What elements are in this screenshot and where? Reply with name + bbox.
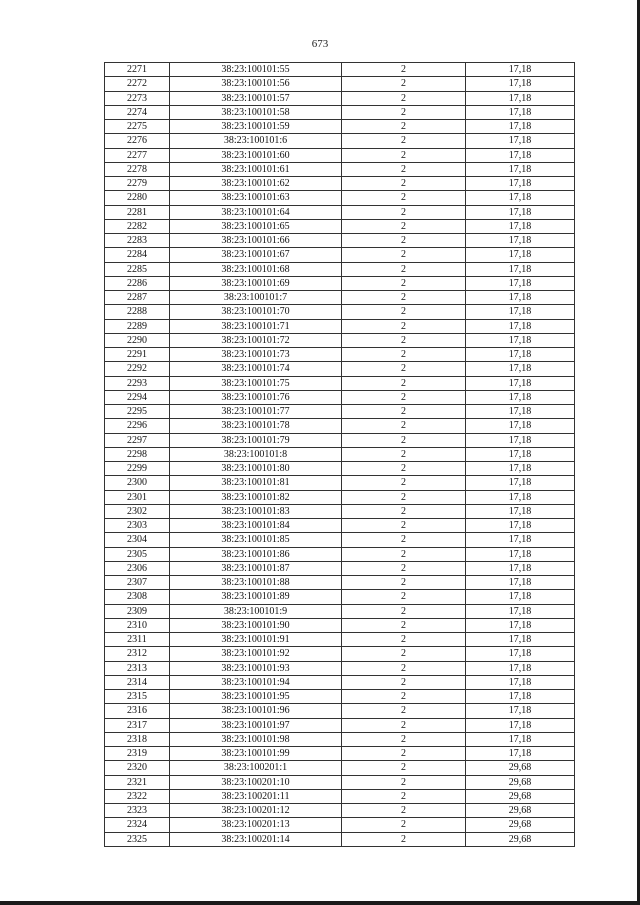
category-cell: 2 <box>342 276 466 290</box>
table-row <box>105 490 575 504</box>
table-row <box>105 248 575 262</box>
category-cell: 2 <box>342 390 466 404</box>
row-number-cell: 2291 <box>105 348 170 362</box>
cadastral-number-cell: 38:23:100101:60 <box>170 148 342 162</box>
row-number-cell: 2317 <box>105 718 170 732</box>
row-number-cell: 2295 <box>105 405 170 419</box>
row-number-cell: 2272 <box>105 77 170 91</box>
table-row <box>105 761 575 775</box>
value-cell: 17,18 <box>466 633 575 647</box>
registry-table <box>104 62 575 847</box>
value-cell: 17,18 <box>466 148 575 162</box>
row-number-cell: 2273 <box>105 91 170 105</box>
row-number-cell: 2286 <box>105 276 170 290</box>
category-cell: 2 <box>342 761 466 775</box>
table-row <box>105 262 575 276</box>
row-number-cell: 2300 <box>105 476 170 490</box>
row-number-cell: 2315 <box>105 690 170 704</box>
cadastral-number-cell: 38:23:100101:76 <box>170 390 342 404</box>
row-number-cell: 2322 <box>105 789 170 803</box>
category-cell: 2 <box>342 319 466 333</box>
cadastral-number-cell: 38:23:100201:12 <box>170 804 342 818</box>
row-number-cell: 2321 <box>105 775 170 789</box>
table-row <box>105 590 575 604</box>
cadastral-number-cell: 38:23:100101:97 <box>170 718 342 732</box>
table-row <box>105 219 575 233</box>
value-cell: 17,18 <box>466 376 575 390</box>
table-row <box>105 690 575 704</box>
row-number-cell: 2292 <box>105 362 170 376</box>
row-number-cell: 2319 <box>105 747 170 761</box>
cadastral-number-cell: 38:23:100201:13 <box>170 818 342 832</box>
row-number-cell: 2303 <box>105 519 170 533</box>
cadastral-number-cell: 38:23:100101:92 <box>170 647 342 661</box>
cadastral-number-cell: 38:23:100101:65 <box>170 219 342 233</box>
value-cell: 17,18 <box>466 561 575 575</box>
value-cell: 17,18 <box>466 234 575 248</box>
cadastral-number-cell: 38:23:100101:77 <box>170 405 342 419</box>
cadastral-number-cell: 38:23:100101:57 <box>170 91 342 105</box>
category-cell: 2 <box>342 789 466 803</box>
table-row <box>105 177 575 191</box>
row-number-cell: 2271 <box>105 63 170 77</box>
table-row <box>105 675 575 689</box>
cadastral-number-cell: 38:23:100101:56 <box>170 77 342 91</box>
category-cell: 2 <box>342 291 466 305</box>
category-cell: 2 <box>342 462 466 476</box>
cadastral-number-cell: 38:23:100101:79 <box>170 433 342 447</box>
value-cell: 17,18 <box>466 547 575 561</box>
row-number-cell: 2296 <box>105 419 170 433</box>
category-cell: 2 <box>342 447 466 461</box>
cadastral-number-cell: 38:23:100101:75 <box>170 376 342 390</box>
cadastral-number-cell: 38:23:100101:83 <box>170 504 342 518</box>
table-row <box>105 447 575 461</box>
category-cell: 2 <box>342 405 466 419</box>
category-cell: 2 <box>342 362 466 376</box>
value-cell: 17,18 <box>466 533 575 547</box>
cadastral-number-cell: 38:23:100101:55 <box>170 63 342 77</box>
category-cell: 2 <box>342 162 466 176</box>
value-cell: 17,18 <box>466 177 575 191</box>
value-cell: 17,18 <box>466 504 575 518</box>
cadastral-number-cell: 38:23:100101:63 <box>170 191 342 205</box>
cadastral-number-cell: 38:23:100101:68 <box>170 262 342 276</box>
category-cell: 2 <box>342 191 466 205</box>
table-row <box>105 775 575 789</box>
value-cell: 17,18 <box>466 747 575 761</box>
table-row <box>105 77 575 91</box>
cadastral-number-cell: 38:23:100101:91 <box>170 633 342 647</box>
table-row <box>105 547 575 561</box>
cadastral-number-cell: 38:23:100101:99 <box>170 747 342 761</box>
table-row <box>105 832 575 846</box>
row-number-cell: 2293 <box>105 376 170 390</box>
cadastral-number-cell: 38:23:100101:6 <box>170 134 342 148</box>
category-cell: 2 <box>342 704 466 718</box>
category-cell: 2 <box>342 533 466 547</box>
row-number-cell: 2310 <box>105 618 170 632</box>
value-cell: 17,18 <box>466 105 575 119</box>
value-cell: 17,18 <box>466 134 575 148</box>
value-cell: 17,18 <box>466 162 575 176</box>
value-cell: 17,18 <box>466 490 575 504</box>
category-cell: 2 <box>342 618 466 632</box>
category-cell: 2 <box>342 490 466 504</box>
table-row <box>105 661 575 675</box>
row-number-cell: 2305 <box>105 547 170 561</box>
table-row <box>105 433 575 447</box>
cadastral-number-cell: 38:23:100101:8 <box>170 447 342 461</box>
category-cell: 2 <box>342 433 466 447</box>
row-number-cell: 2280 <box>105 191 170 205</box>
value-cell: 29,68 <box>466 775 575 789</box>
value-cell: 17,18 <box>466 405 575 419</box>
category-cell: 2 <box>342 77 466 91</box>
value-cell: 17,18 <box>466 262 575 276</box>
category-cell: 2 <box>342 63 466 77</box>
row-number-cell: 2274 <box>105 105 170 119</box>
row-number-cell: 2299 <box>105 462 170 476</box>
value-cell: 17,18 <box>466 348 575 362</box>
category-cell: 2 <box>342 732 466 746</box>
cadastral-number-cell: 38:23:100101:93 <box>170 661 342 675</box>
cadastral-number-cell: 38:23:100101:74 <box>170 362 342 376</box>
cadastral-number-cell: 38:23:100101:67 <box>170 248 342 262</box>
row-number-cell: 2281 <box>105 205 170 219</box>
cadastral-number-cell: 38:23:100101:96 <box>170 704 342 718</box>
cadastral-number-cell: 38:23:100101:62 <box>170 177 342 191</box>
scan-edge-bottom <box>0 901 640 905</box>
category-cell: 2 <box>342 604 466 618</box>
table-row <box>105 504 575 518</box>
value-cell: 29,68 <box>466 804 575 818</box>
table-row <box>105 818 575 832</box>
value-cell: 17,18 <box>466 248 575 262</box>
cadastral-number-cell: 38:23:100101:86 <box>170 547 342 561</box>
cadastral-number-cell: 38:23:100101:58 <box>170 105 342 119</box>
value-cell: 17,18 <box>466 291 575 305</box>
row-number-cell: 2283 <box>105 234 170 248</box>
row-number-cell: 2314 <box>105 675 170 689</box>
value-cell: 17,18 <box>466 476 575 490</box>
table-row <box>105 647 575 661</box>
table-row <box>105 732 575 746</box>
row-number-cell: 2313 <box>105 661 170 675</box>
row-number-cell: 2309 <box>105 604 170 618</box>
row-number-cell: 2304 <box>105 533 170 547</box>
table-row <box>105 390 575 404</box>
table-row <box>105 319 575 333</box>
row-number-cell: 2318 <box>105 732 170 746</box>
category-cell: 2 <box>342 419 466 433</box>
table-row <box>105 276 575 290</box>
cadastral-number-cell: 38:23:100101:98 <box>170 732 342 746</box>
row-number-cell: 2301 <box>105 490 170 504</box>
table-row <box>105 476 575 490</box>
table-row <box>105 804 575 818</box>
table-row <box>105 134 575 148</box>
category-cell: 2 <box>342 561 466 575</box>
category-cell: 2 <box>342 718 466 732</box>
value-cell: 17,18 <box>466 63 575 77</box>
category-cell: 2 <box>342 376 466 390</box>
value-cell: 17,18 <box>466 675 575 689</box>
row-number-cell: 2311 <box>105 633 170 647</box>
category-cell: 2 <box>342 690 466 704</box>
cadastral-number-cell: 38:23:100201:14 <box>170 832 342 846</box>
row-number-cell: 2325 <box>105 832 170 846</box>
table-row <box>105 376 575 390</box>
value-cell: 29,68 <box>466 761 575 775</box>
category-cell: 2 <box>342 633 466 647</box>
table-row <box>105 405 575 419</box>
category-cell: 2 <box>342 333 466 347</box>
category-cell: 2 <box>342 576 466 590</box>
row-number-cell: 2308 <box>105 590 170 604</box>
category-cell: 2 <box>342 647 466 661</box>
cadastral-number-cell: 38:23:100101:71 <box>170 319 342 333</box>
cadastral-number-cell: 38:23:100101:81 <box>170 476 342 490</box>
row-number-cell: 2288 <box>105 305 170 319</box>
value-cell: 17,18 <box>466 390 575 404</box>
value-cell: 17,18 <box>466 590 575 604</box>
table-row <box>105 205 575 219</box>
category-cell: 2 <box>342 775 466 789</box>
row-number-cell: 2284 <box>105 248 170 262</box>
table-row <box>105 747 575 761</box>
cadastral-number-cell: 38:23:100101:85 <box>170 533 342 547</box>
category-cell: 2 <box>342 177 466 191</box>
cadastral-number-cell: 38:23:100101:90 <box>170 618 342 632</box>
category-cell: 2 <box>342 519 466 533</box>
value-cell: 17,18 <box>466 219 575 233</box>
value-cell: 29,68 <box>466 789 575 803</box>
cadastral-number-cell: 38:23:100101:9 <box>170 604 342 618</box>
category-cell: 2 <box>342 262 466 276</box>
row-number-cell: 2312 <box>105 647 170 661</box>
row-number-cell: 2290 <box>105 333 170 347</box>
cadastral-number-cell: 38:23:100201:10 <box>170 775 342 789</box>
cadastral-number-cell: 38:23:100201:11 <box>170 789 342 803</box>
category-cell: 2 <box>342 547 466 561</box>
category-cell: 2 <box>342 120 466 134</box>
cadastral-number-cell: 38:23:100101:66 <box>170 234 342 248</box>
cadastral-number-cell: 38:23:100101:80 <box>170 462 342 476</box>
table-row <box>105 148 575 162</box>
value-cell: 17,18 <box>466 333 575 347</box>
value-cell: 29,68 <box>466 832 575 846</box>
value-cell: 17,18 <box>466 704 575 718</box>
cadastral-number-cell: 38:23:100101:82 <box>170 490 342 504</box>
category-cell: 2 <box>342 818 466 832</box>
value-cell: 17,18 <box>466 576 575 590</box>
cadastral-number-cell: 38:23:100101:7 <box>170 291 342 305</box>
cadastral-number-cell: 38:23:100101:78 <box>170 419 342 433</box>
value-cell: 17,18 <box>466 690 575 704</box>
value-cell: 17,18 <box>466 462 575 476</box>
table-row <box>105 462 575 476</box>
value-cell: 17,18 <box>466 718 575 732</box>
table-row <box>105 519 575 533</box>
cadastral-number-cell: 38:23:100101:88 <box>170 576 342 590</box>
value-cell: 17,18 <box>466 519 575 533</box>
category-cell: 2 <box>342 832 466 846</box>
category-cell: 2 <box>342 476 466 490</box>
table-row <box>105 191 575 205</box>
cadastral-number-cell: 38:23:100101:64 <box>170 205 342 219</box>
value-cell: 17,18 <box>466 618 575 632</box>
cadastral-number-cell: 38:23:100101:94 <box>170 675 342 689</box>
category-cell: 2 <box>342 134 466 148</box>
table-row <box>105 105 575 119</box>
category-cell: 2 <box>342 747 466 761</box>
cadastral-number-cell: 38:23:100101:61 <box>170 162 342 176</box>
row-number-cell: 2287 <box>105 291 170 305</box>
table-row <box>105 618 575 632</box>
table-row <box>105 91 575 105</box>
value-cell: 17,18 <box>466 77 575 91</box>
category-cell: 2 <box>342 804 466 818</box>
table-row <box>105 789 575 803</box>
category-cell: 2 <box>342 675 466 689</box>
row-number-cell: 2306 <box>105 561 170 575</box>
table-row <box>105 633 575 647</box>
table-row <box>105 120 575 134</box>
registry-table-body <box>105 63 575 847</box>
table-row <box>105 718 575 732</box>
value-cell: 29,68 <box>466 818 575 832</box>
row-number-cell: 2307 <box>105 576 170 590</box>
table-row <box>105 533 575 547</box>
table-row <box>105 291 575 305</box>
value-cell: 17,18 <box>466 276 575 290</box>
cadastral-number-cell: 38:23:100101:95 <box>170 690 342 704</box>
cadastral-number-cell: 38:23:100101:87 <box>170 561 342 575</box>
value-cell: 17,18 <box>466 319 575 333</box>
category-cell: 2 <box>342 348 466 362</box>
value-cell: 17,18 <box>466 647 575 661</box>
row-number-cell: 2276 <box>105 134 170 148</box>
category-cell: 2 <box>342 205 466 219</box>
row-number-cell: 2298 <box>105 447 170 461</box>
cadastral-number-cell: 38:23:100101:73 <box>170 348 342 362</box>
value-cell: 17,18 <box>466 661 575 675</box>
table-row <box>105 234 575 248</box>
table-row <box>105 305 575 319</box>
category-cell: 2 <box>342 248 466 262</box>
row-number-cell: 2294 <box>105 390 170 404</box>
row-number-cell: 2289 <box>105 319 170 333</box>
cadastral-number-cell: 38:23:100101:69 <box>170 276 342 290</box>
row-number-cell: 2285 <box>105 262 170 276</box>
row-number-cell: 2278 <box>105 162 170 176</box>
value-cell: 17,18 <box>466 91 575 105</box>
category-cell: 2 <box>342 219 466 233</box>
category-cell: 2 <box>342 305 466 319</box>
value-cell: 17,18 <box>466 362 575 376</box>
cadastral-number-cell: 38:23:100101:70 <box>170 305 342 319</box>
value-cell: 17,18 <box>466 305 575 319</box>
row-number-cell: 2275 <box>105 120 170 134</box>
row-number-cell: 2320 <box>105 761 170 775</box>
table-row <box>105 362 575 376</box>
value-cell: 17,18 <box>466 447 575 461</box>
page-number: 673 <box>311 38 329 50</box>
value-cell: 17,18 <box>466 205 575 219</box>
row-number-cell: 2323 <box>105 804 170 818</box>
table-row <box>105 419 575 433</box>
cadastral-number-cell: 38:23:100101:89 <box>170 590 342 604</box>
table-row <box>105 561 575 575</box>
category-cell: 2 <box>342 234 466 248</box>
row-number-cell: 2324 <box>105 818 170 832</box>
table-row <box>105 348 575 362</box>
cadastral-number-cell: 38:23:100101:59 <box>170 120 342 134</box>
category-cell: 2 <box>342 661 466 675</box>
table-row <box>105 63 575 77</box>
category-cell: 2 <box>342 105 466 119</box>
value-cell: 17,18 <box>466 419 575 433</box>
category-cell: 2 <box>342 91 466 105</box>
value-cell: 17,18 <box>466 604 575 618</box>
category-cell: 2 <box>342 504 466 518</box>
cadastral-number-cell: 38:23:100101:84 <box>170 519 342 533</box>
value-cell: 17,18 <box>466 120 575 134</box>
cadastral-number-cell: 38:23:100201:1 <box>170 761 342 775</box>
cadastral-number-cell: 38:23:100101:72 <box>170 333 342 347</box>
value-cell: 17,18 <box>466 191 575 205</box>
value-cell: 17,18 <box>466 732 575 746</box>
category-cell: 2 <box>342 590 466 604</box>
row-number-cell: 2302 <box>105 504 170 518</box>
row-number-cell: 2279 <box>105 177 170 191</box>
row-number-cell: 2282 <box>105 219 170 233</box>
row-number-cell: 2297 <box>105 433 170 447</box>
row-number-cell: 2277 <box>105 148 170 162</box>
table-row <box>105 576 575 590</box>
table-row <box>105 162 575 176</box>
category-cell: 2 <box>342 148 466 162</box>
table-row <box>105 704 575 718</box>
table-row <box>105 604 575 618</box>
row-number-cell: 2316 <box>105 704 170 718</box>
value-cell: 17,18 <box>466 433 575 447</box>
table-row <box>105 333 575 347</box>
